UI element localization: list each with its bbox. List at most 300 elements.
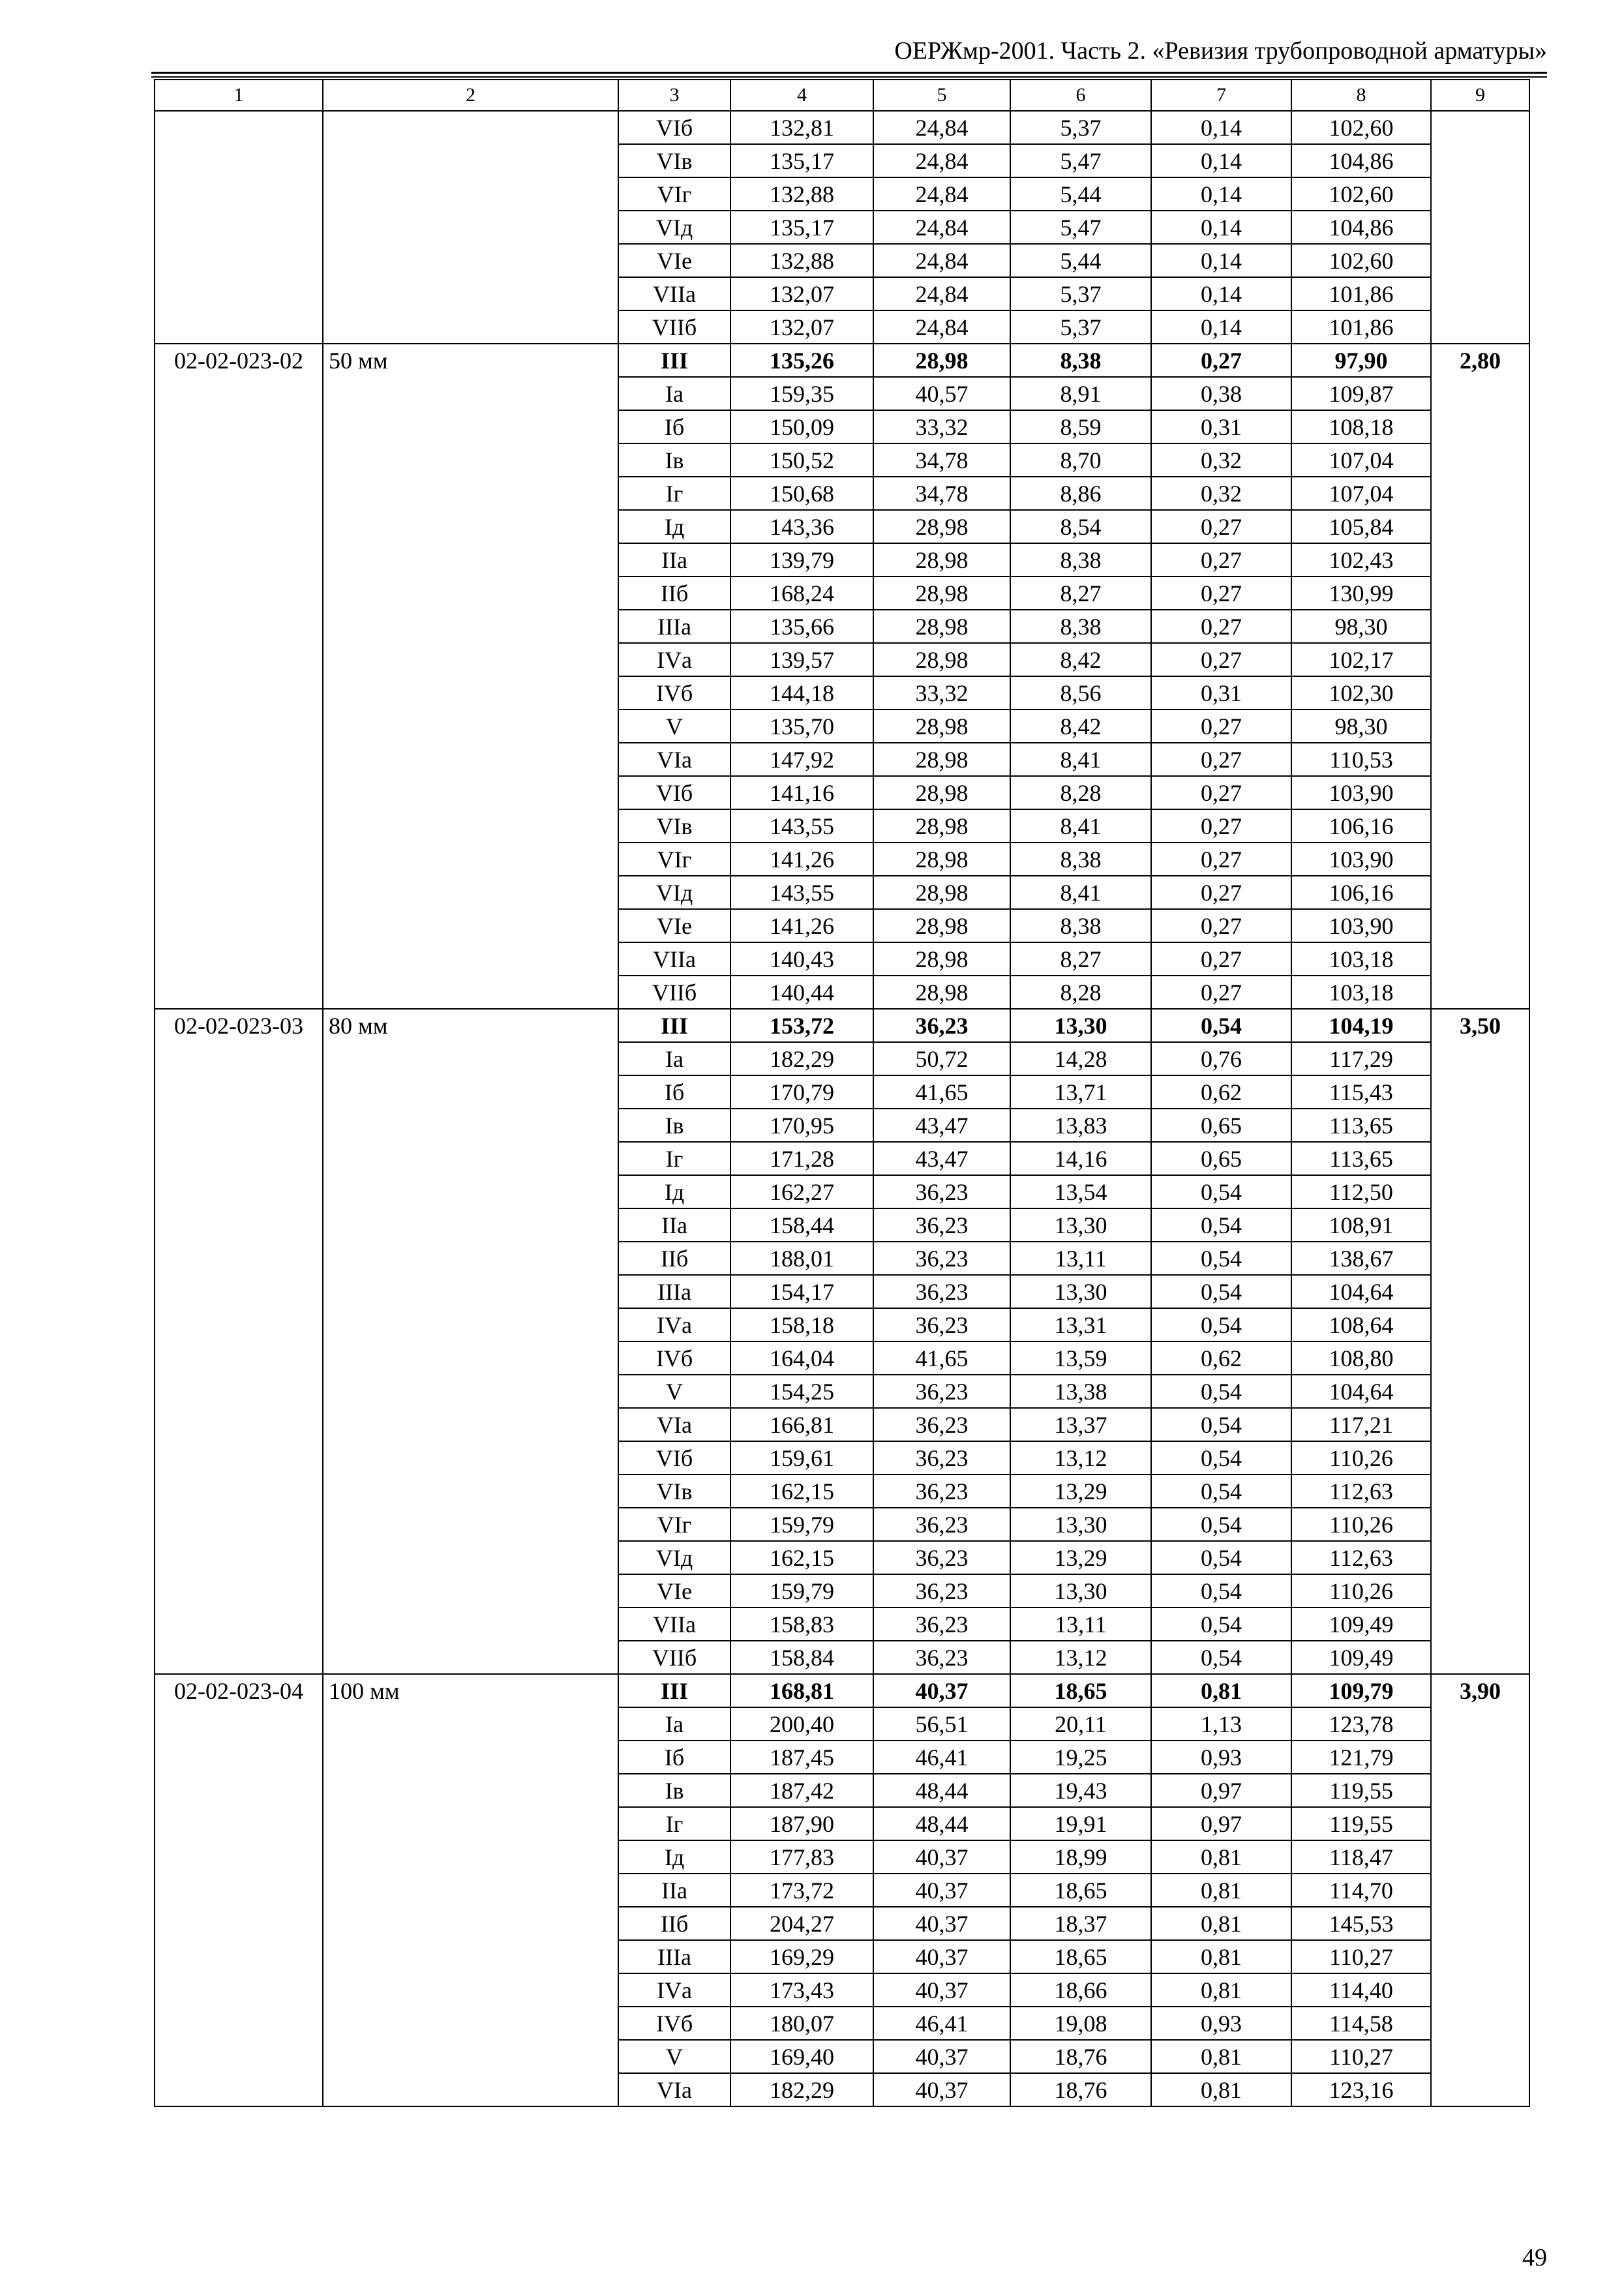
zone-cell: V <box>618 1375 730 1408</box>
value-cell: 1,13 <box>1151 1707 1291 1741</box>
value-cell: 18,65 <box>1010 1874 1151 1907</box>
value-cell: 110,27 <box>1291 2040 1431 2073</box>
value-cell: 8,91 <box>1010 377 1151 410</box>
labor-cost-cell <box>1431 111 1529 344</box>
rate-name-cell: 50 мм <box>323 344 618 1009</box>
value-cell: 141,26 <box>730 909 873 942</box>
value-cell: 40,37 <box>873 1874 1010 1907</box>
value-cell: 0,27 <box>1151 976 1291 1009</box>
value-cell: 103,90 <box>1291 909 1431 942</box>
value-cell: 0,32 <box>1151 477 1291 510</box>
value-cell: 110,53 <box>1291 743 1431 776</box>
zone-cell: IIа <box>618 543 730 576</box>
zone-cell: VIIб <box>618 1641 730 1674</box>
value-cell: 14,28 <box>1010 1042 1151 1075</box>
zone-cell: IIIа <box>618 610 730 643</box>
value-cell: 173,72 <box>730 1874 873 1907</box>
value-cell: 0,62 <box>1151 1075 1291 1109</box>
header-rule <box>151 72 1547 74</box>
value-cell: 0,81 <box>1151 1940 1291 1973</box>
value-cell: 8,27 <box>1010 576 1151 610</box>
value-cell: 0,14 <box>1151 177 1291 211</box>
value-cell: 164,04 <box>730 1341 873 1375</box>
value-cell: 18,76 <box>1010 2040 1151 2073</box>
rate-name-cell <box>323 111 618 344</box>
table-row <box>155 344 1529 377</box>
value-cell: 147,92 <box>730 743 873 776</box>
value-cell: 109,87 <box>1291 377 1431 410</box>
value-cell: 18,37 <box>1010 1907 1151 1940</box>
zone-cell: V <box>618 2040 730 2073</box>
value-cell: 20,11 <box>1010 1707 1151 1741</box>
value-cell: 43,47 <box>873 1109 1010 1142</box>
value-cell: 171,28 <box>730 1142 873 1175</box>
value-cell: 0,54 <box>1151 1242 1291 1275</box>
value-cell: 0,93 <box>1151 1741 1291 1774</box>
value-cell: 0,27 <box>1151 942 1291 976</box>
value-cell: 0,27 <box>1151 743 1291 776</box>
value-cell: 8,38 <box>1010 543 1151 576</box>
value-cell: 36,23 <box>873 1474 1010 1508</box>
value-cell: 28,98 <box>873 510 1010 543</box>
value-cell: 0,27 <box>1151 543 1291 576</box>
value-cell: 98,30 <box>1291 610 1431 643</box>
value-cell: 123,16 <box>1291 2073 1431 2106</box>
value-cell: 135,17 <box>730 211 873 244</box>
value-cell: 0,54 <box>1151 1474 1291 1508</box>
value-cell: 56,51 <box>873 1707 1010 1741</box>
value-cell: 0,27 <box>1151 809 1291 843</box>
value-cell: 19,43 <box>1010 1774 1151 1807</box>
value-cell: 36,23 <box>873 1275 1010 1308</box>
value-cell: 130,99 <box>1291 576 1431 610</box>
value-cell: 0,81 <box>1151 2073 1291 2106</box>
value-cell: 8,38 <box>1010 610 1151 643</box>
column-number-header: 4 <box>730 80 873 111</box>
header-rule <box>151 76 1547 78</box>
value-cell: 139,57 <box>730 643 873 676</box>
value-cell: 110,26 <box>1291 1441 1431 1474</box>
value-cell: 115,43 <box>1291 1075 1431 1109</box>
zone-cell: IIа <box>618 1208 730 1242</box>
value-cell: 103,18 <box>1291 976 1431 1009</box>
value-cell: 36,23 <box>873 1208 1010 1242</box>
value-cell: 0,27 <box>1151 643 1291 676</box>
value-cell: 0,14 <box>1151 244 1291 277</box>
value-cell: 40,57 <box>873 377 1010 410</box>
zone-cell: IVа <box>618 643 730 676</box>
value-cell: 107,04 <box>1291 477 1431 510</box>
value-cell: 0,54 <box>1151 1275 1291 1308</box>
zone-cell: IIIа <box>618 1940 730 1973</box>
value-cell: 112,63 <box>1291 1474 1431 1508</box>
value-cell: 24,84 <box>873 277 1010 310</box>
column-number-header: 9 <box>1431 80 1529 111</box>
value-cell: 0,81 <box>1151 1973 1291 2007</box>
value-cell: 0,14 <box>1151 144 1291 177</box>
value-cell: 5,44 <box>1010 244 1151 277</box>
value-cell: 0,14 <box>1151 277 1291 310</box>
value-cell: 135,66 <box>730 610 873 643</box>
zone-cell: VIб <box>618 111 730 144</box>
value-cell: 13,31 <box>1010 1308 1151 1341</box>
value-cell: 36,23 <box>873 1641 1010 1674</box>
value-cell: 0,31 <box>1151 410 1291 443</box>
value-cell: 43,47 <box>873 1142 1010 1175</box>
value-cell: 13,30 <box>1010 1009 1151 1042</box>
value-cell: 28,98 <box>873 776 1010 809</box>
value-cell: 5,44 <box>1010 177 1151 211</box>
value-cell: 48,44 <box>873 1807 1010 1840</box>
value-cell: 8,38 <box>1010 909 1151 942</box>
value-cell: 0,27 <box>1151 876 1291 909</box>
value-cell: 0,54 <box>1151 1208 1291 1242</box>
value-cell: 153,72 <box>730 1009 873 1042</box>
price-table <box>154 79 1530 2107</box>
value-cell: 102,17 <box>1291 643 1431 676</box>
zone-cell: IVб <box>618 2007 730 2040</box>
value-cell: 0,54 <box>1151 1408 1291 1441</box>
value-cell: 28,98 <box>873 876 1010 909</box>
value-cell: 28,98 <box>873 976 1010 1009</box>
zone-cell: VIIб <box>618 976 730 1009</box>
value-cell: 36,23 <box>873 1009 1010 1042</box>
value-cell: 28,98 <box>873 576 1010 610</box>
value-cell: 158,83 <box>730 1608 873 1641</box>
value-cell: 119,55 <box>1291 1807 1431 1840</box>
value-cell: 24,84 <box>873 211 1010 244</box>
value-cell: 158,44 <box>730 1208 873 1242</box>
zone-cell: VIIа <box>618 942 730 976</box>
value-cell: 141,16 <box>730 776 873 809</box>
zone-cell: IIIа <box>618 1275 730 1308</box>
value-cell: 0,38 <box>1151 377 1291 410</box>
zone-cell: VIд <box>618 1541 730 1574</box>
zone-cell: Iг <box>618 1807 730 1840</box>
value-cell: 8,41 <box>1010 809 1151 843</box>
value-cell: 40,37 <box>873 1940 1010 1973</box>
value-cell: 102,60 <box>1291 111 1431 144</box>
value-cell: 0,27 <box>1151 576 1291 610</box>
value-cell: 109,49 <box>1291 1641 1431 1674</box>
value-cell: 28,98 <box>873 710 1010 743</box>
value-cell: 36,23 <box>873 1508 1010 1541</box>
zone-cell: VIв <box>618 1474 730 1508</box>
zone-cell: VIе <box>618 244 730 277</box>
value-cell: 98,30 <box>1291 710 1431 743</box>
value-cell: 36,23 <box>873 1541 1010 1574</box>
zone-cell: Iв <box>618 1774 730 1807</box>
value-cell: 36,23 <box>873 1242 1010 1275</box>
value-cell: 40,37 <box>873 2073 1010 2106</box>
page-number: 49 <box>1522 2244 1547 2271</box>
value-cell: 103,90 <box>1291 776 1431 809</box>
value-cell: 104,64 <box>1291 1275 1431 1308</box>
value-cell: 13,37 <box>1010 1408 1151 1441</box>
value-cell: 5,47 <box>1010 211 1151 244</box>
value-cell: 187,45 <box>730 1741 873 1774</box>
value-cell: 0,14 <box>1151 111 1291 144</box>
value-cell: 28,98 <box>873 643 1010 676</box>
value-cell: 24,84 <box>873 177 1010 211</box>
zone-cell: Iд <box>618 1175 730 1208</box>
zone-cell: Iг <box>618 477 730 510</box>
value-cell: 41,65 <box>873 1341 1010 1375</box>
value-cell: 121,79 <box>1291 1741 1431 1774</box>
value-cell: 0,32 <box>1151 443 1291 477</box>
value-cell: 150,09 <box>730 410 873 443</box>
zone-cell: IVб <box>618 676 730 710</box>
value-cell: 143,55 <box>730 876 873 909</box>
zone-cell: IIб <box>618 576 730 610</box>
value-cell: 182,29 <box>730 1042 873 1075</box>
value-cell: 102,60 <box>1291 177 1431 211</box>
value-cell: 18,65 <box>1010 1940 1151 1973</box>
value-cell: 141,26 <box>730 843 873 876</box>
table-row <box>155 1009 1529 1042</box>
column-number-header: 7 <box>1151 80 1291 111</box>
zone-cell: Iд <box>618 510 730 543</box>
zone-cell: Iа <box>618 1042 730 1075</box>
labor-cost-cell: 3,50 <box>1431 1009 1529 1674</box>
value-cell: 187,42 <box>730 1774 873 1807</box>
value-cell: 24,84 <box>873 310 1010 344</box>
column-number-header: 1 <box>155 80 323 111</box>
zone-cell: VIIа <box>618 1608 730 1641</box>
column-number-header: 5 <box>873 80 1010 111</box>
value-cell: 8,38 <box>1010 843 1151 876</box>
value-cell: 28,98 <box>873 809 1010 843</box>
zone-cell: IIб <box>618 1907 730 1940</box>
value-cell: 104,86 <box>1291 211 1431 244</box>
column-number-header: 8 <box>1291 80 1431 111</box>
value-cell: 8,59 <box>1010 410 1151 443</box>
value-cell: 46,41 <box>873 2007 1010 2040</box>
value-cell: 36,23 <box>873 1308 1010 1341</box>
value-cell: 108,80 <box>1291 1341 1431 1375</box>
value-cell: 40,37 <box>873 1840 1010 1874</box>
value-cell: 103,90 <box>1291 843 1431 876</box>
value-cell: 24,84 <box>873 244 1010 277</box>
value-cell: 8,54 <box>1010 510 1151 543</box>
zone-cell: Iа <box>618 377 730 410</box>
value-cell: 40,37 <box>873 1907 1010 1940</box>
value-cell: 46,41 <box>873 1741 1010 1774</box>
value-cell: 143,36 <box>730 510 873 543</box>
zone-cell: Iв <box>618 1109 730 1142</box>
value-cell: 106,16 <box>1291 809 1431 843</box>
value-cell: 8,27 <box>1010 942 1151 976</box>
value-cell: 162,15 <box>730 1541 873 1574</box>
zone-cell: Iб <box>618 1741 730 1774</box>
value-cell: 0,54 <box>1151 1441 1291 1474</box>
value-cell: 118,47 <box>1291 1840 1431 1874</box>
value-cell: 0,54 <box>1151 1574 1291 1608</box>
value-cell: 168,24 <box>730 576 873 610</box>
value-cell: 0,81 <box>1151 1674 1291 1707</box>
value-cell: 108,64 <box>1291 1308 1431 1341</box>
zone-cell: IVа <box>618 1308 730 1341</box>
value-cell: 132,88 <box>730 177 873 211</box>
value-cell: 8,70 <box>1010 443 1151 477</box>
value-cell: 0,54 <box>1151 1541 1291 1574</box>
value-cell: 24,84 <box>873 144 1010 177</box>
value-cell: 50,72 <box>873 1042 1010 1075</box>
value-cell: 13,30 <box>1010 1275 1151 1308</box>
value-cell: 113,65 <box>1291 1142 1431 1175</box>
value-cell: 8,41 <box>1010 876 1151 909</box>
value-cell: 0,27 <box>1151 843 1291 876</box>
value-cell: 40,37 <box>873 2040 1010 2073</box>
value-cell: 13,71 <box>1010 1075 1151 1109</box>
value-cell: 28,98 <box>873 344 1010 377</box>
value-cell: 132,07 <box>730 277 873 310</box>
zone-cell: VIIа <box>618 277 730 310</box>
value-cell: 150,68 <box>730 477 873 510</box>
value-cell: 154,17 <box>730 1275 873 1308</box>
zone-cell: V <box>618 710 730 743</box>
value-cell: 28,98 <box>873 543 1010 576</box>
value-cell: 13,83 <box>1010 1109 1151 1142</box>
value-cell: 0,81 <box>1151 2040 1291 2073</box>
value-cell: 114,58 <box>1291 2007 1431 2040</box>
value-cell: 36,23 <box>873 1375 1010 1408</box>
labor-cost-cell: 2,80 <box>1431 344 1529 1009</box>
page-header-title: ОЕРЖмр-2001. Часть 2. «Ревизия трубопроводной арматуры» <box>894 37 1547 65</box>
table-body <box>155 111 1529 2106</box>
column-number-row <box>155 80 1529 111</box>
value-cell: 5,37 <box>1010 277 1151 310</box>
value-cell: 40,37 <box>873 1674 1010 1707</box>
zone-cell: VIг <box>618 177 730 211</box>
value-cell: 188,01 <box>730 1242 873 1275</box>
value-cell: 13,30 <box>1010 1208 1151 1242</box>
value-cell: 0,31 <box>1151 676 1291 710</box>
value-cell: 28,98 <box>873 942 1010 976</box>
value-cell: 162,27 <box>730 1175 873 1208</box>
value-cell: 135,17 <box>730 144 873 177</box>
value-cell: 8,86 <box>1010 477 1151 510</box>
value-cell: 0,27 <box>1151 776 1291 809</box>
value-cell: 123,78 <box>1291 1707 1431 1741</box>
value-cell: 0,93 <box>1151 2007 1291 2040</box>
value-cell: 0,14 <box>1151 310 1291 344</box>
value-cell: 0,62 <box>1151 1341 1291 1375</box>
value-cell: 13,30 <box>1010 1508 1151 1541</box>
value-cell: 36,23 <box>873 1608 1010 1641</box>
rate-code-cell: 02-02-023-04 <box>155 1674 323 2106</box>
value-cell: 144,18 <box>730 676 873 710</box>
value-cell: 48,44 <box>873 1774 1010 1807</box>
value-cell: 0,54 <box>1151 1508 1291 1541</box>
value-cell: 34,78 <box>873 443 1010 477</box>
value-cell: 159,79 <box>730 1574 873 1608</box>
value-cell: 13,29 <box>1010 1541 1151 1574</box>
value-cell: 158,84 <box>730 1641 873 1674</box>
rate-name-cell: 80 мм <box>323 1009 618 1674</box>
zone-cell: VIа <box>618 743 730 776</box>
value-cell: 110,26 <box>1291 1508 1431 1541</box>
value-cell: 36,23 <box>873 1408 1010 1441</box>
zone-cell: IIб <box>618 1242 730 1275</box>
value-cell: 8,28 <box>1010 976 1151 1009</box>
value-cell: 5,37 <box>1010 310 1151 344</box>
zone-cell: VIе <box>618 1574 730 1608</box>
value-cell: 0,81 <box>1151 1907 1291 1940</box>
value-cell: 0,27 <box>1151 510 1291 543</box>
value-cell: 168,81 <box>730 1674 873 1707</box>
zone-cell: Iв <box>618 443 730 477</box>
value-cell: 24,84 <box>873 111 1010 144</box>
value-cell: 169,40 <box>730 2040 873 2073</box>
value-cell: 0,54 <box>1151 1375 1291 1408</box>
value-cell: 0,27 <box>1151 344 1291 377</box>
value-cell: 33,32 <box>873 410 1010 443</box>
value-cell: 0,27 <box>1151 610 1291 643</box>
rate-code-cell: 02-02-023-02 <box>155 344 323 1009</box>
value-cell: 180,07 <box>730 2007 873 2040</box>
value-cell: 135,26 <box>730 344 873 377</box>
value-cell: 117,29 <box>1291 1042 1431 1075</box>
value-cell: 36,23 <box>873 1574 1010 1608</box>
value-cell: 132,07 <box>730 310 873 344</box>
value-cell: 0,27 <box>1151 710 1291 743</box>
value-cell: 135,70 <box>730 710 873 743</box>
value-cell: 158,18 <box>730 1308 873 1341</box>
value-cell: 19,91 <box>1010 1807 1151 1840</box>
zone-cell: Iд <box>618 1840 730 1874</box>
value-cell: 13,29 <box>1010 1474 1151 1508</box>
zone-cell: VIа <box>618 1408 730 1441</box>
value-cell: 18,76 <box>1010 2073 1151 2106</box>
value-cell: 0,97 <box>1151 1774 1291 1807</box>
value-cell: 145,53 <box>1291 1907 1431 1940</box>
column-number-header: 6 <box>1010 80 1151 111</box>
value-cell: 13,38 <box>1010 1375 1151 1408</box>
value-cell: 187,90 <box>730 1807 873 1840</box>
value-cell: 8,41 <box>1010 743 1151 776</box>
value-cell: 5,47 <box>1010 144 1151 177</box>
value-cell: 104,86 <box>1291 144 1431 177</box>
value-cell: 110,26 <box>1291 1574 1431 1608</box>
rate-code-cell <box>155 111 323 344</box>
zone-cell: Iг <box>618 1142 730 1175</box>
value-cell: 0,76 <box>1151 1042 1291 1075</box>
value-cell: 28,98 <box>873 909 1010 942</box>
value-cell: 114,40 <box>1291 1973 1431 2007</box>
value-cell: 200,40 <box>730 1707 873 1741</box>
value-cell: 132,88 <box>730 244 873 277</box>
value-cell: 41,65 <box>873 1075 1010 1109</box>
value-cell: 112,63 <box>1291 1541 1431 1574</box>
value-cell: 113,65 <box>1291 1109 1431 1142</box>
value-cell: 19,25 <box>1010 1741 1151 1774</box>
value-cell: 13,54 <box>1010 1175 1151 1208</box>
value-cell: 162,15 <box>730 1474 873 1508</box>
value-cell: 36,23 <box>873 1175 1010 1208</box>
value-cell: 112,50 <box>1291 1175 1431 1208</box>
zone-cell: VIе <box>618 909 730 942</box>
zone-cell: III <box>618 1674 730 1707</box>
labor-cost-cell: 3,90 <box>1431 1674 1529 2106</box>
value-cell: 8,56 <box>1010 676 1151 710</box>
value-cell: 108,91 <box>1291 1208 1431 1242</box>
value-cell: 150,52 <box>730 443 873 477</box>
value-cell: 18,65 <box>1010 1674 1151 1707</box>
value-cell: 97,90 <box>1291 344 1431 377</box>
value-cell: 103,18 <box>1291 942 1431 976</box>
value-cell: 143,55 <box>730 809 873 843</box>
